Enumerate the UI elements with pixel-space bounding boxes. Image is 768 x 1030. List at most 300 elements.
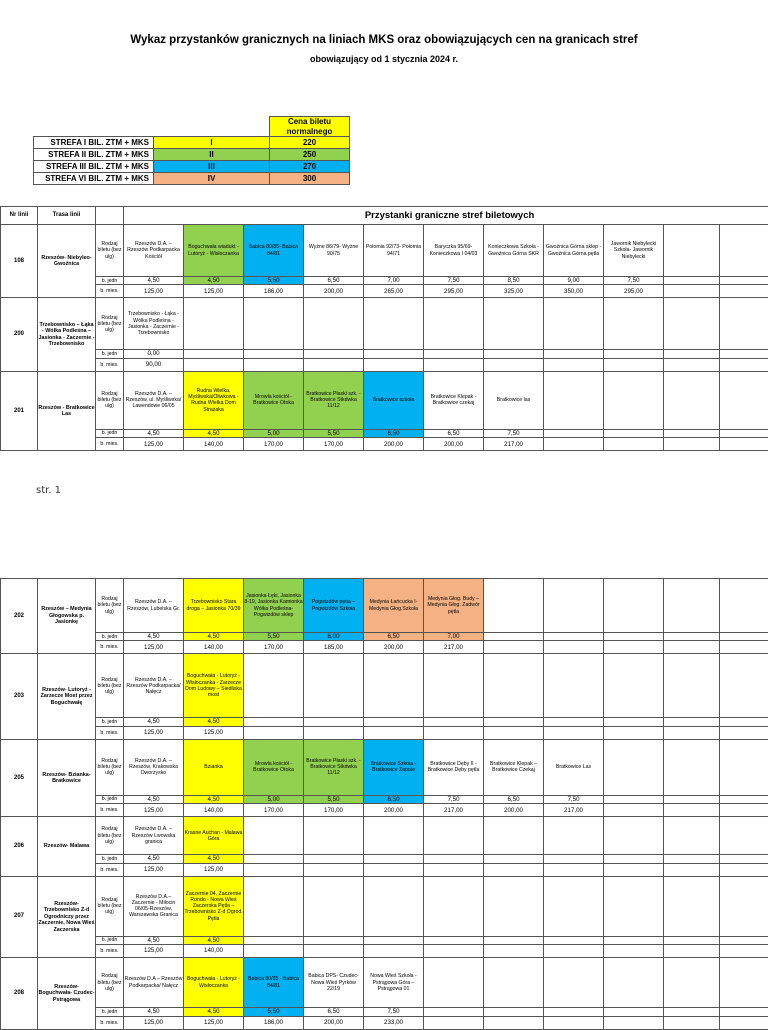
- monthly-ticket-price: 140,00: [184, 438, 244, 451]
- monthly-ticket-price: 125,00: [124, 863, 184, 876]
- monthly-ticket-price: [544, 358, 604, 371]
- single-ticket-price: 6,50: [304, 277, 364, 285]
- single-ticket-price: 6,50: [364, 429, 424, 437]
- stop-cell: Gwoźnica Górna sklep - Gwoźnica Górna pętla: [544, 225, 604, 277]
- single-ticket-price: [604, 429, 664, 437]
- single-ticket-price: 6,50: [364, 633, 424, 641]
- monthly-ticket-price: [364, 863, 424, 876]
- zone-price: 250: [270, 149, 350, 161]
- monthly-ticket-price: [244, 863, 304, 876]
- line-number: 200: [1, 298, 38, 371]
- single-ticket-price: 4,50: [184, 718, 244, 726]
- monthly-ticket-row: [1, 285, 768, 298]
- zone-price: 220: [270, 137, 350, 149]
- single-ticket-price: 4,50: [124, 795, 184, 803]
- monthly-ticket-price: 217,00: [544, 804, 604, 817]
- monthly-ticket-row: [1, 641, 768, 654]
- monthly-ticket-price: 90,00: [124, 358, 184, 371]
- stop-cell: [604, 958, 664, 1008]
- monthly-ticket-price: 125,00: [124, 726, 184, 739]
- stop-cell: [720, 958, 768, 1008]
- single-ticket-price: 4,50: [124, 1008, 184, 1016]
- single-ticket-row: [1, 855, 768, 863]
- stop-cell: Trzebownisko - Łąka - Wólka Podleśna - Jasionka - Zaczernie - Trzebownisko: [124, 298, 184, 350]
- single-ticket-row: [1, 1008, 768, 1016]
- stop-cell: Jasionka Łęki, Jasionka 8-19, Jasionka Kamionka Wólka Podleśna- Pogwizdów sklep: [244, 579, 304, 633]
- stop-cell: [244, 654, 304, 718]
- zone-row: [34, 149, 350, 161]
- stop-cell: [544, 579, 604, 633]
- single-ticket-price: [664, 633, 720, 641]
- monthly-ticket-row: [1, 438, 768, 451]
- stop-cell: [484, 817, 544, 855]
- line-stops-row: [1, 298, 768, 350]
- monthly-ticket-price: 125,00: [124, 285, 184, 298]
- stop-cell: [244, 817, 304, 855]
- monthly-ticket-price: 170,00: [244, 641, 304, 654]
- single-ticket-price: 4,50: [184, 429, 244, 437]
- lines-table-page-1: [0, 206, 768, 451]
- stop-cell: [544, 817, 604, 855]
- stop-cell: [720, 654, 768, 718]
- single-ticket-price: 7,50: [544, 795, 604, 803]
- monthly-ticket-row: [1, 1016, 768, 1029]
- monthly-ticket-label: b. mies.: [96, 945, 124, 958]
- header-route: Trasa linii: [38, 207, 96, 225]
- monthly-ticket-price: 200,00: [364, 804, 424, 817]
- stop-cell: [720, 579, 768, 633]
- stop-cell: Rzeszów D.A – Rzeszów Podkarpacka/ Nałęcz: [124, 958, 184, 1008]
- stop-cell: [604, 817, 664, 855]
- single-ticket-price: [604, 936, 664, 944]
- single-ticket-price: [364, 718, 424, 726]
- price-header: Cena biletu normalnego: [270, 117, 350, 137]
- line-number: 207: [1, 876, 38, 957]
- single-ticket-price: 4,50: [184, 277, 244, 285]
- zone-label: STREFA I BIL. ZTM + MKS: [34, 137, 154, 149]
- monthly-ticket-price: [304, 726, 364, 739]
- single-ticket-price: 5,50: [304, 795, 364, 803]
- monthly-ticket-price: 233,00: [364, 1016, 424, 1029]
- stop-cell: [364, 876, 424, 936]
- monthly-ticket-price: [484, 1016, 544, 1029]
- monthly-ticket-price: [720, 285, 768, 298]
- single-ticket-price: 5,50: [244, 633, 304, 641]
- monthly-ticket-row: [1, 726, 768, 739]
- single-ticket-price: [664, 855, 720, 863]
- stop-cell: [424, 876, 484, 936]
- stop-cell: [544, 298, 604, 350]
- monthly-ticket-price: [664, 863, 720, 876]
- monthly-ticket-price: 200,00: [364, 438, 424, 451]
- lines-table-page-2: [0, 578, 768, 1030]
- single-ticket-price: [424, 936, 484, 944]
- single-ticket-label: b. jedn: [96, 1008, 124, 1016]
- single-ticket-price: [664, 718, 720, 726]
- single-ticket-price: [604, 795, 664, 803]
- single-ticket-price: 4,50: [124, 855, 184, 863]
- ticket-type-label: Rodzaj biletu (bez ulg): [96, 654, 124, 718]
- stop-cell: [664, 225, 720, 277]
- monthly-ticket-price: 350,00: [544, 285, 604, 298]
- stop-cell: [304, 298, 364, 350]
- monthly-ticket-price: 217,00: [424, 641, 484, 654]
- stop-cell: [664, 876, 720, 936]
- single-ticket-label: b. jedn: [96, 936, 124, 944]
- monthly-ticket-price: 170,00: [304, 438, 364, 451]
- header-empty: [96, 207, 124, 225]
- monthly-ticket-price: [720, 358, 768, 371]
- monthly-ticket-price: [664, 1016, 720, 1029]
- stop-cell: Rzeszów D.A. – Rzeszów Podkarpacka Kościół: [124, 225, 184, 277]
- stop-cell: [720, 739, 768, 795]
- monthly-ticket-price: [544, 726, 604, 739]
- stop-cell: Bratkowice Las: [544, 739, 604, 795]
- stop-cell: Rzeszów D.A. – Rzeszów, Krakowska Dworzysko: [124, 739, 184, 795]
- monthly-ticket-price: [484, 358, 544, 371]
- single-ticket-price: [424, 855, 484, 863]
- single-ticket-label: b. jedn: [96, 633, 124, 641]
- single-ticket-price: [424, 350, 484, 358]
- monthly-ticket-row: [1, 945, 768, 958]
- single-ticket-price: 9,00: [544, 277, 604, 285]
- monthly-ticket-price: [304, 863, 364, 876]
- monthly-ticket-price: [664, 285, 720, 298]
- monthly-ticket-price: [720, 945, 768, 958]
- stop-cell: [544, 958, 604, 1008]
- single-ticket-price: 4,50: [124, 277, 184, 285]
- stop-cell: Rzeszów D.A. – Rzeszów, Lubelska Gr.: [124, 579, 184, 633]
- zone-price-table: [33, 116, 350, 185]
- monthly-ticket-price: 170,00: [244, 804, 304, 817]
- single-ticket-price: [364, 936, 424, 944]
- single-ticket-label: b. jedn: [96, 429, 124, 437]
- monthly-ticket-price: [720, 863, 768, 876]
- monthly-ticket-label: b. mies.: [96, 438, 124, 451]
- line-number: 208: [1, 958, 38, 1029]
- ticket-type-label: Rodzaj biletu (bez ulg): [96, 298, 124, 350]
- stop-cell: [304, 817, 364, 855]
- line-stops-row: [1, 225, 768, 277]
- stop-cell: Rudna Wielka, Myśliwska/Oliwkowa - Rudna Wielka Dom Strażaka: [184, 371, 244, 429]
- single-ticket-price: 6,50: [304, 1008, 364, 1016]
- monthly-ticket-price: [604, 438, 664, 451]
- single-ticket-price: 4,50: [124, 718, 184, 726]
- stop-cell: [484, 654, 544, 718]
- monthly-ticket-price: 325,00: [484, 285, 544, 298]
- stop-cell: Medynia Głog. Budy – Medynia Głog. Zadwór pętla: [424, 579, 484, 633]
- monthly-ticket-price: [604, 726, 664, 739]
- zone-row: [34, 161, 350, 173]
- stop-cell: Bratkowice Dęby II - Bratkowice Dęby pętla: [424, 739, 484, 795]
- stop-cell: [664, 371, 720, 429]
- line-stops-row: [1, 739, 768, 795]
- monthly-ticket-price: [424, 1016, 484, 1029]
- line-number: 202: [1, 579, 38, 654]
- stop-cell: Pogwizdów pętla – Pogwizdów Szkoła: [304, 579, 364, 633]
- stop-cell: Bratkowice Klepak – Bratkowice Czekaj: [484, 739, 544, 795]
- single-ticket-price: [604, 855, 664, 863]
- stop-cell: [544, 371, 604, 429]
- line-stops-row: [1, 876, 768, 936]
- line-stops-row: [1, 654, 768, 718]
- single-ticket-price: [424, 1008, 484, 1016]
- single-ticket-row: [1, 718, 768, 726]
- single-ticket-row: [1, 277, 768, 285]
- single-ticket-price: [664, 1008, 720, 1016]
- monthly-ticket-label: b. mies.: [96, 358, 124, 371]
- stop-cell: [304, 876, 364, 936]
- stop-cell: [604, 739, 664, 795]
- single-ticket-row: [1, 429, 768, 437]
- stop-cell: [604, 579, 664, 633]
- monthly-ticket-row: [1, 804, 768, 817]
- stop-cell: [720, 298, 768, 350]
- single-ticket-price: [244, 350, 304, 358]
- stop-cell: [664, 654, 720, 718]
- stop-cell: [484, 298, 544, 350]
- single-ticket-row: [1, 350, 768, 358]
- line-number: 205: [1, 739, 38, 816]
- monthly-ticket-price: [664, 726, 720, 739]
- monthly-ticket-price: [604, 863, 664, 876]
- monthly-ticket-price: [720, 438, 768, 451]
- header-nr: Nr linii: [1, 207, 38, 225]
- line-number: 201: [1, 371, 38, 450]
- single-ticket-price: [484, 718, 544, 726]
- monthly-ticket-price: [664, 358, 720, 371]
- stop-cell: [424, 958, 484, 1008]
- stop-cell: [364, 654, 424, 718]
- monthly-ticket-price: 125,00: [184, 1016, 244, 1029]
- single-ticket-price: [484, 633, 544, 641]
- document-title: Wykaz przystanków granicznych na liniach MKS oraz obowiązujących cen na granicach stref: [0, 34, 768, 46]
- single-ticket-price: 6,50: [424, 429, 484, 437]
- stop-cell: [364, 298, 424, 350]
- line-route: Rzeszów- Trzebownisko Z-d Ogrodniczy przez Zaczernie, Nowa Wieś Zaczerska: [38, 876, 96, 957]
- zone-label: STREFA III BIL. ZTM + MKS: [34, 161, 154, 173]
- monthly-ticket-price: [544, 863, 604, 876]
- monthly-ticket-label: b. mies.: [96, 1016, 124, 1029]
- monthly-ticket-price: [720, 804, 768, 817]
- monthly-ticket-price: 265,00: [364, 285, 424, 298]
- single-ticket-price: [544, 855, 604, 863]
- stop-cell: Rzeszów D.A. – Rzeszów, ul. Myśliwska/ Lawendowe 06/05: [124, 371, 184, 429]
- stop-cell: Bratkowice Płaski szk. - Bratkowice Stkdwka 11/12: [304, 371, 364, 429]
- stop-cell: [604, 876, 664, 936]
- stop-cell: Trzebownisko Stara droga – Jasionka 70/39: [184, 579, 244, 633]
- single-ticket-price: [720, 795, 768, 803]
- monthly-ticket-price: 185,00: [304, 641, 364, 654]
- single-ticket-price: 4,50: [184, 855, 244, 863]
- single-ticket-price: 4,50: [124, 633, 184, 641]
- stop-cell: [544, 654, 604, 718]
- single-ticket-price: [544, 350, 604, 358]
- monthly-ticket-price: [364, 945, 424, 958]
- line-route: Rzeszów- Bzianka- Bratkowice: [38, 739, 96, 816]
- ticket-type-label: Rodzaj biletu (bez ulg): [96, 739, 124, 795]
- zone-roman: II: [154, 149, 270, 161]
- stop-cell: [484, 958, 544, 1008]
- zone-row: [34, 173, 350, 185]
- single-ticket-price: [720, 277, 768, 285]
- monthly-ticket-price: 200,00: [364, 641, 424, 654]
- single-ticket-price: 6,50: [364, 795, 424, 803]
- zone-roman: III: [154, 161, 270, 173]
- monthly-ticket-price: [364, 726, 424, 739]
- ticket-type-label: Rodzaj biletu (bez ulg): [96, 579, 124, 633]
- stop-cell: Bzianka: [184, 739, 244, 795]
- single-ticket-price: [244, 855, 304, 863]
- stop-cell: [604, 371, 664, 429]
- stop-cell: Babica 80/85 - Babica 84/81: [244, 958, 304, 1008]
- line-number: 203: [1, 654, 38, 739]
- stop-cell: Rzeszów D.A. – Rzeszów Lwowska granica: [124, 817, 184, 855]
- stop-cell: [544, 876, 604, 936]
- monthly-ticket-price: 140,00: [184, 804, 244, 817]
- stop-cell: Babica DPS- Czudec- Nowa Wieś Pyrków 22/19: [304, 958, 364, 1008]
- single-ticket-price: 4,50: [124, 429, 184, 437]
- monthly-ticket-price: 186,00: [244, 1016, 304, 1029]
- monthly-ticket-price: [544, 641, 604, 654]
- monthly-ticket-price: 125,00: [124, 945, 184, 958]
- single-ticket-label: b. jedn: [96, 350, 124, 358]
- monthly-ticket-price: [184, 358, 244, 371]
- single-ticket-price: 0,00: [124, 350, 184, 358]
- single-ticket-price: [720, 633, 768, 641]
- stop-cell: [664, 739, 720, 795]
- stop-cell: Rzeszów D.A. – Rzeszów Podkarpacka/ Nałęcz: [124, 654, 184, 718]
- monthly-ticket-price: [484, 863, 544, 876]
- single-ticket-price: [304, 350, 364, 358]
- single-ticket-row: [1, 633, 768, 641]
- stop-cell: [484, 876, 544, 936]
- stop-cell: Baryczka 95/69- Konieczkowa I 04/03: [424, 225, 484, 277]
- monthly-ticket-price: 200,00: [304, 1016, 364, 1029]
- stop-cell: [664, 817, 720, 855]
- single-ticket-price: [720, 350, 768, 358]
- single-ticket-price: [664, 936, 720, 944]
- line-stops-row: [1, 817, 768, 855]
- single-ticket-price: 7,50: [364, 1008, 424, 1016]
- monthly-ticket-price: [604, 1016, 664, 1029]
- stop-cell: [720, 225, 768, 277]
- single-ticket-row: [1, 795, 768, 803]
- single-ticket-price: [604, 718, 664, 726]
- ticket-type-label: Rodzaj biletu (bez ulg): [96, 371, 124, 429]
- single-ticket-price: [720, 429, 768, 437]
- monthly-ticket-price: [544, 945, 604, 958]
- monthly-ticket-price: [664, 945, 720, 958]
- monthly-ticket-price: [720, 1016, 768, 1029]
- single-ticket-price: 8,50: [484, 277, 544, 285]
- monthly-ticket-price: 125,00: [184, 726, 244, 739]
- monthly-ticket-price: [304, 945, 364, 958]
- single-ticket-price: [664, 277, 720, 285]
- stop-cell: [244, 876, 304, 936]
- monthly-ticket-price: [424, 358, 484, 371]
- monthly-ticket-price: [364, 358, 424, 371]
- stop-cell: [424, 654, 484, 718]
- line-route: Rzeszów- Lutoryż - Zarzecze Most przez Boguchwałę: [38, 654, 96, 739]
- single-ticket-price: [664, 429, 720, 437]
- ticket-type-label: Rodzaj biletu (bez ulg): [96, 958, 124, 1008]
- stop-cell: [720, 817, 768, 855]
- stop-cell: [604, 298, 664, 350]
- line-route: Rzeszów- Niebyleo- Gwoźnica: [38, 225, 96, 298]
- stop-cell: [664, 958, 720, 1008]
- header-stops: Przystanki graniczne stref biletowych: [124, 207, 768, 225]
- single-ticket-price: [604, 1008, 664, 1016]
- zone-roman: I: [154, 137, 270, 149]
- single-ticket-label: b. jedn: [96, 277, 124, 285]
- zone-empty: [154, 117, 270, 137]
- monthly-ticket-price: [604, 641, 664, 654]
- single-ticket-price: 7,00: [424, 633, 484, 641]
- monthly-ticket-price: [244, 358, 304, 371]
- single-ticket-price: [720, 718, 768, 726]
- monthly-ticket-label: b. mies.: [96, 804, 124, 817]
- zone-price: 270: [270, 161, 350, 173]
- monthly-ticket-price: [720, 726, 768, 739]
- stop-cell: Mrowla kościół - Bratkowice Otoka: [244, 739, 304, 795]
- single-ticket-price: [544, 718, 604, 726]
- monthly-ticket-label: b. mies.: [96, 726, 124, 739]
- stop-cell: Zaczernie 04, Zaczernie Rondo - Nowa Wieś Zaczerska Pętla – Trzebownisko Z-d Ogrod. Pętla: [184, 876, 244, 936]
- single-ticket-label: b. jedn: [96, 795, 124, 803]
- stop-cell: Boguchwała - Lutoryż - Wisłoczanka: [184, 958, 244, 1008]
- single-ticket-price: [484, 855, 544, 863]
- stop-cell: Nowa Wieś Szkoła - Pstrągowa Góra – Pstrągowa 01: [364, 958, 424, 1008]
- ticket-type-label: Rodzaj biletu (bez ulg): [96, 225, 124, 277]
- line-route: Rzeszów- Boguchwała- Czudec- Pstrągowa: [38, 958, 96, 1029]
- monthly-ticket-price: 140,00: [184, 641, 244, 654]
- monthly-ticket-price: 125,00: [184, 285, 244, 298]
- single-ticket-price: [424, 718, 484, 726]
- monthly-ticket-row: [1, 358, 768, 371]
- single-ticket-price: [604, 350, 664, 358]
- single-ticket-label: b. jedn: [96, 855, 124, 863]
- monthly-ticket-price: [484, 726, 544, 739]
- single-ticket-price: 6,00: [304, 633, 364, 641]
- stop-cell: [484, 579, 544, 633]
- single-ticket-price: 5,50: [304, 429, 364, 437]
- monthly-ticket-price: [424, 726, 484, 739]
- monthly-ticket-price: [484, 945, 544, 958]
- single-ticket-row: [1, 936, 768, 944]
- monthly-ticket-row: [1, 863, 768, 876]
- monthly-ticket-price: [424, 945, 484, 958]
- stop-cell: Jawornik Niebylecki Szkoła- Jawornik Niebylecki: [604, 225, 664, 277]
- single-ticket-price: [484, 350, 544, 358]
- stop-cell: [720, 371, 768, 429]
- monthly-ticket-price: [424, 863, 484, 876]
- single-ticket-price: [544, 1008, 604, 1016]
- line-number: 108: [1, 225, 38, 298]
- zone-row: [34, 137, 350, 149]
- stop-cell: [304, 654, 364, 718]
- stop-cell: Medynia Łańcucka I- Medynia Głog.Szkoła: [364, 579, 424, 633]
- monthly-ticket-price: [604, 945, 664, 958]
- single-ticket-price: 4,50: [184, 795, 244, 803]
- stop-cell: Bratkowice szkoła: [364, 371, 424, 429]
- monthly-ticket-price: [664, 804, 720, 817]
- document-subtitle: obowiązujący od 1 stycznia 2024 r.: [0, 54, 768, 64]
- single-ticket-price: 7,50: [424, 277, 484, 285]
- line-route: Rzeszów – Medynia Głogowska p. Jasionkę: [38, 579, 96, 654]
- monthly-ticket-price: 125,00: [124, 438, 184, 451]
- single-ticket-price: [720, 1008, 768, 1016]
